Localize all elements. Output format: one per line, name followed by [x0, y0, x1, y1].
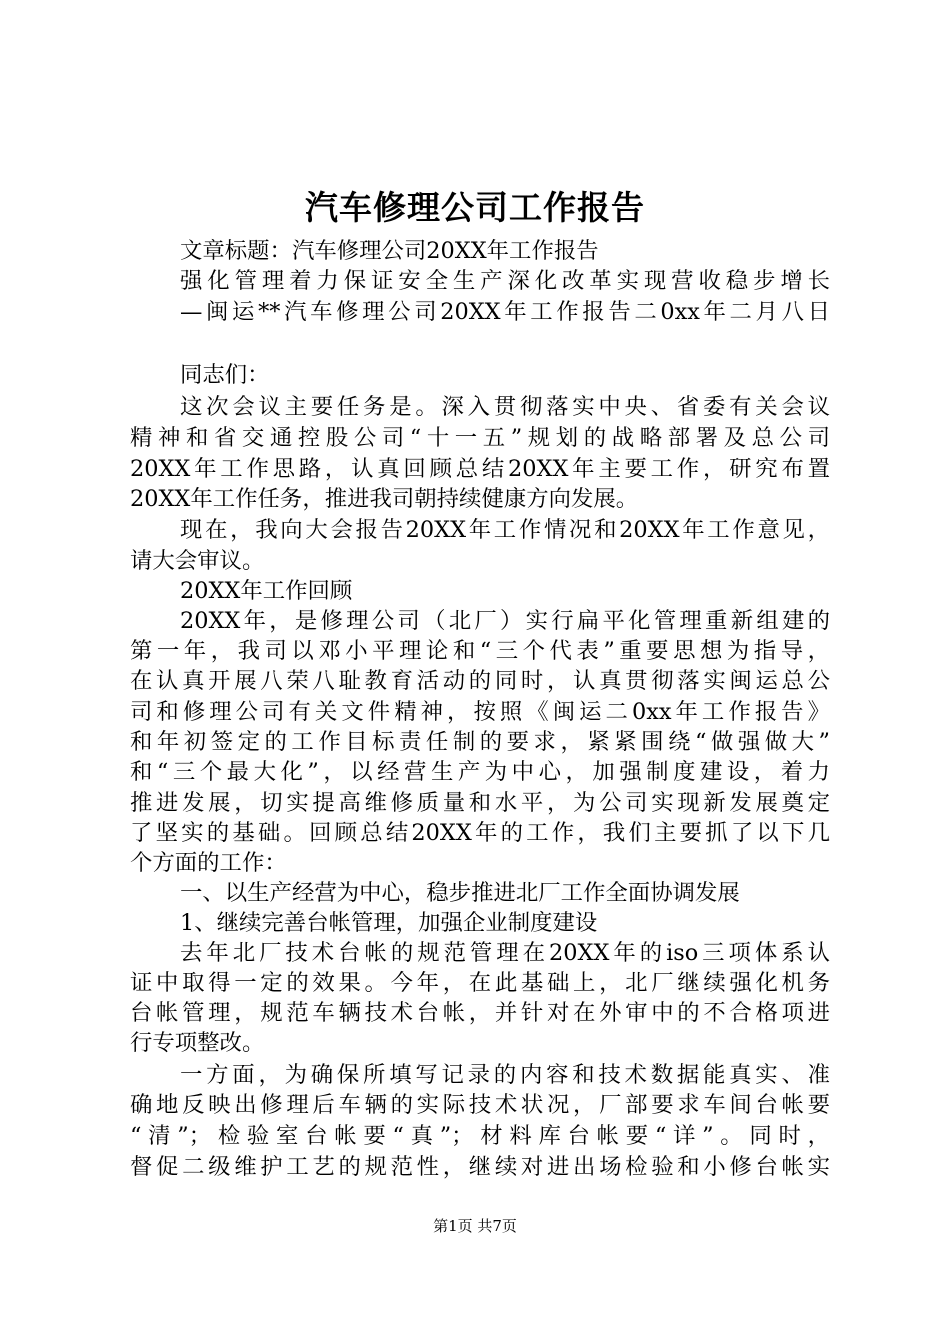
text-line: 1、继续完善台帐管理，加强企业制度建设: [180, 910, 598, 936]
text-line: “清”；检验室台帐要“真”；材料库台帐要“详”。同时，: [130, 1123, 830, 1149]
text-line: 精神和省交通控股公司“十一五”规划的战略部署及总公司: [130, 425, 830, 451]
text-line: 在认真开展八荣八耻教育活动的同时，认真贯彻落实闽运总公: [130, 668, 830, 694]
text-line: 台帐管理，规范车辆技术台帐，并针对在外审中的不合格项进: [130, 1000, 830, 1026]
text-line: 个方面的工作：: [130, 850, 287, 876]
text-line: 证中取得一定的效果。今年，在此基础上，北厂继续强化机务: [130, 970, 830, 996]
text-line: 推进发展，切实提高维修质量和水平，为公司实现新发展奠定: [130, 790, 830, 816]
text-line: 20XX年，是修理公司（北厂）实行扁平化管理重新组建的: [180, 608, 830, 634]
text-line: 文章标题：汽车修理公司20XX年工作报告: [180, 238, 599, 264]
text-line: 了坚实的基础。回顾总结20XX年的工作，我们主要抓了以下几: [130, 820, 830, 846]
text-line: 和年初签定的工作目标责任制的要求，紧紧围绕“做强做大”: [130, 729, 830, 755]
text-line: 和“三个最大化”，以经营生产为中心，加强制度建设，着力: [130, 759, 830, 785]
text-line: —闽运**汽车修理公司20XX年工作报告二0xx年二月八日: [180, 299, 830, 325]
text-line: 一、以生产经营为中心，稳步推进北厂工作全面协调发展: [180, 880, 740, 906]
text-line: 同志们：: [180, 362, 270, 388]
text-line: 强化管理着力保证安全生产深化改革实现营收稳步增长: [180, 268, 830, 294]
text-line: 20XX年工作任务，推进我司朝持续健康方向发展。: [130, 486, 639, 512]
text-line: 现在，我向大会报告20XX年工作情况和20XX年工作意见，: [180, 517, 830, 543]
text-line: 20XX年工作回顾: [180, 578, 353, 604]
text-line: 确地反映出修理后车辆的实际技术状况，厂部要求车间台帐要: [130, 1092, 830, 1118]
text-line: 督促二级维护工艺的规范性，继续对进出场检验和小修台帐实: [130, 1154, 830, 1180]
text-line: 一方面，为确保所填写记录的内容和技术数据能真实、准: [180, 1062, 830, 1088]
text-line: 第一年，我司以邓小平理论和“三个代表”重要思想为指导，: [130, 638, 830, 664]
text-line: 请大会审议。: [130, 548, 265, 574]
text-line: 这次会议主要任务是。深入贯彻落实中央、省委有关会议: [180, 394, 830, 420]
text-line: 20XX年工作思路，认真回顾总结20XX年主要工作，研究布置: [130, 456, 830, 482]
text-line: 行专项整改。: [130, 1030, 265, 1056]
page-footer: 第1页 共7页: [433, 1217, 517, 1235]
text-line: 去年北厂技术台帐的规范管理在20XX年的iso三项体系认: [180, 940, 830, 966]
text-line: 司和修理公司有关文件精神，按照《闽运二0xx年工作报告》: [130, 699, 830, 725]
document-title: 汽车修理公司工作报告: [305, 188, 645, 227]
